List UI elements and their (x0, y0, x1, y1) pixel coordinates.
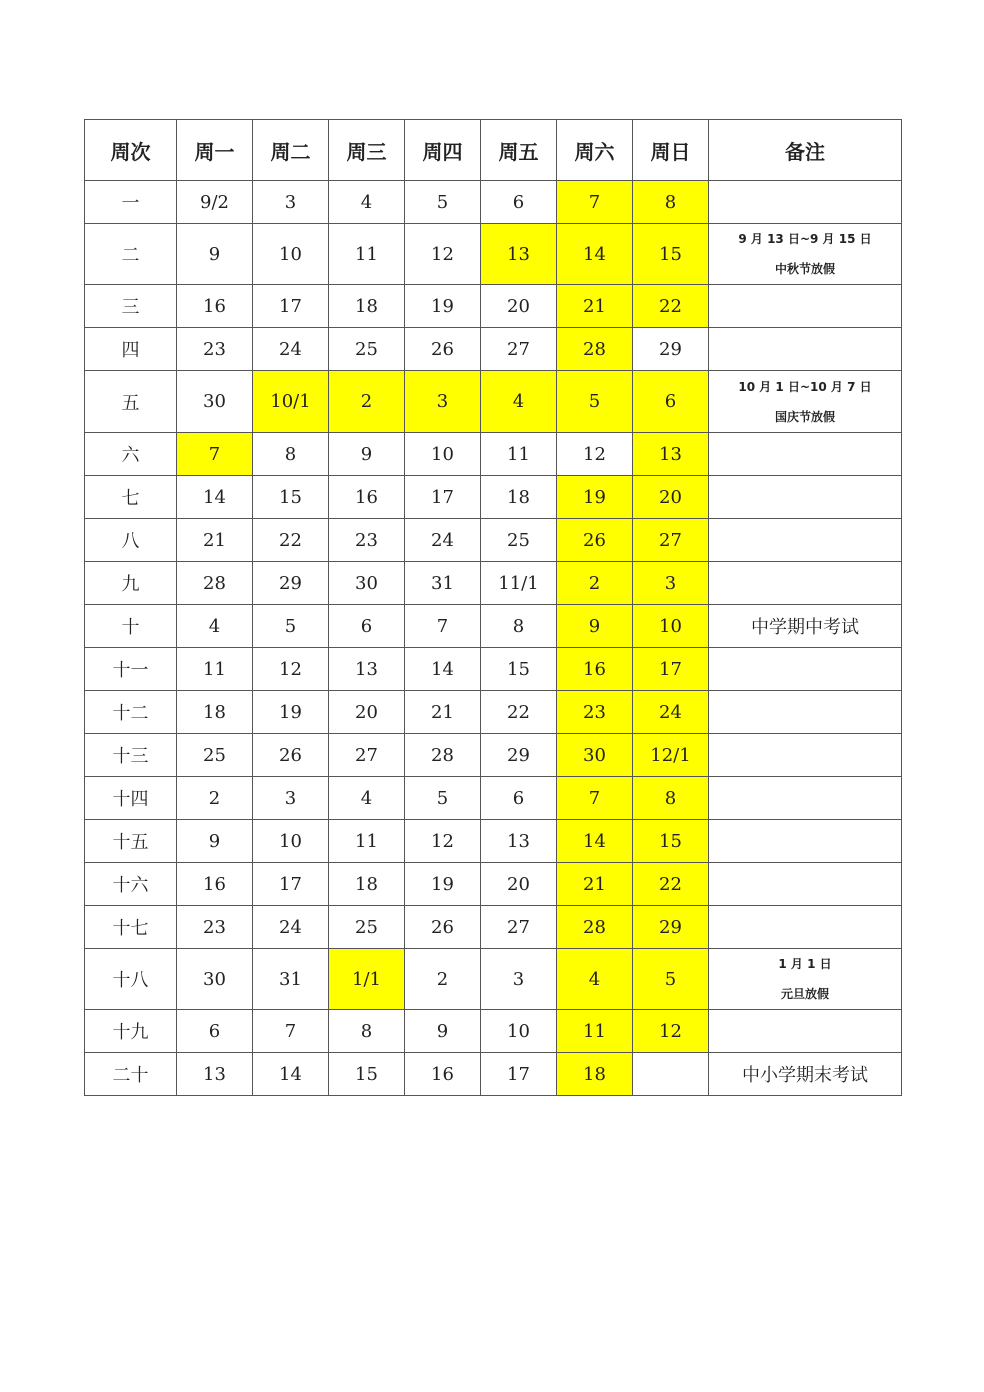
day-cell: 31 (253, 949, 329, 1010)
day-cell: 7 (405, 605, 481, 648)
day-cell: 28 (557, 906, 633, 949)
day-cell: 9 (329, 433, 405, 476)
day-cell: 17 (253, 863, 329, 906)
day-cell: 26 (405, 906, 481, 949)
day-cell: 19 (557, 476, 633, 519)
day-cell: 6 (177, 1010, 253, 1053)
day-cell: 20 (481, 863, 557, 906)
day-cell: 7 (177, 433, 253, 476)
day-cell: 11/1 (481, 562, 557, 605)
note-cell (709, 777, 902, 820)
day-cell: 10 (253, 224, 329, 285)
table-row (85, 949, 902, 1010)
day-cell: 13 (329, 648, 405, 691)
day-cell: 15 (481, 648, 557, 691)
week-label: 八 (85, 519, 177, 562)
day-cell: 5 (633, 949, 709, 1010)
note-cell (709, 519, 902, 562)
day-cell: 11 (329, 224, 405, 285)
day-cell: 3 (481, 949, 557, 1010)
day-cell: 21 (405, 691, 481, 734)
week-label: 十四 (85, 777, 177, 820)
day-cell: 6 (633, 371, 709, 433)
day-cell: 8 (253, 433, 329, 476)
day-cell: 28 (177, 562, 253, 605)
day-cell: 6 (481, 181, 557, 224)
header-notes: 备注 (709, 120, 902, 181)
note-cell (709, 181, 902, 224)
day-cell: 7 (557, 777, 633, 820)
day-cell: 4 (481, 371, 557, 433)
day-cell: 27 (633, 519, 709, 562)
table-row (85, 820, 902, 863)
note-cell (709, 371, 902, 433)
week-label: 二 (85, 224, 177, 285)
note-cell (709, 562, 902, 605)
table-row (85, 562, 902, 605)
day-cell: 16 (177, 863, 253, 906)
day-cell: 8 (481, 605, 557, 648)
day-cell (633, 1053, 709, 1096)
day-cell: 4 (329, 777, 405, 820)
day-cell: 14 (177, 476, 253, 519)
day-cell: 26 (557, 519, 633, 562)
day-cell: 22 (633, 285, 709, 328)
day-cell: 13 (177, 1053, 253, 1096)
day-cell: 16 (177, 285, 253, 328)
day-cell: 14 (557, 224, 633, 285)
day-cell: 16 (557, 648, 633, 691)
day-cell: 2 (405, 949, 481, 1010)
day-cell: 14 (557, 820, 633, 863)
note-line: 元旦放假 (780, 987, 829, 1001)
table-row (85, 691, 902, 734)
day-cell: 12 (633, 1010, 709, 1053)
day-cell: 6 (481, 777, 557, 820)
day-cell: 6 (329, 605, 405, 648)
day-cell: 17 (405, 476, 481, 519)
day-cell: 18 (329, 863, 405, 906)
week-label: 二十 (85, 1053, 177, 1096)
day-cell: 23 (177, 328, 253, 371)
day-cell: 11 (557, 1010, 633, 1053)
day-cell: 16 (329, 476, 405, 519)
day-cell: 10 (405, 433, 481, 476)
day-cell: 14 (405, 648, 481, 691)
header-sun: 周日 (633, 120, 709, 181)
day-cell: 24 (633, 691, 709, 734)
day-cell: 5 (253, 605, 329, 648)
day-cell: 13 (633, 433, 709, 476)
day-cell: 15 (253, 476, 329, 519)
day-cell: 25 (329, 328, 405, 371)
day-cell: 15 (633, 224, 709, 285)
note-line: 中秋节放假 (774, 262, 835, 276)
note-line: 10 月 1 日~10 月 7 日 (738, 379, 872, 394)
table-row (85, 906, 902, 949)
day-cell: 13 (481, 820, 557, 863)
day-cell: 30 (177, 371, 253, 433)
day-cell: 13 (481, 224, 557, 285)
day-cell: 9/2 (177, 181, 253, 224)
note-cell (709, 691, 902, 734)
day-cell: 3 (633, 562, 709, 605)
week-label: 十六 (85, 863, 177, 906)
day-cell: 4 (329, 181, 405, 224)
day-cell: 5 (557, 371, 633, 433)
note-cell (709, 906, 902, 949)
day-cell: 5 (405, 181, 481, 224)
header-mon: 周一 (177, 120, 253, 181)
note-cell: 中学期中考试 (709, 605, 902, 648)
note-line: 9 月 13 日~9 月 15 日 (738, 232, 872, 246)
day-cell: 5 (405, 777, 481, 820)
table-row (85, 285, 902, 328)
day-cell: 3 (253, 181, 329, 224)
day-cell: 7 (557, 181, 633, 224)
day-cell: 23 (177, 906, 253, 949)
day-cell: 10/1 (253, 371, 329, 433)
day-cell: 24 (253, 328, 329, 371)
day-cell: 8 (633, 777, 709, 820)
day-cell: 22 (481, 691, 557, 734)
table-row (85, 734, 902, 777)
note-cell (709, 224, 902, 285)
day-cell: 26 (253, 734, 329, 777)
day-cell: 23 (329, 519, 405, 562)
day-cell: 25 (177, 734, 253, 777)
day-cell: 2 (177, 777, 253, 820)
note-cell (709, 433, 902, 476)
day-cell: 16 (405, 1053, 481, 1096)
day-cell: 27 (329, 734, 405, 777)
day-cell: 19 (405, 285, 481, 328)
table-row (85, 1053, 902, 1096)
week-label: 十七 (85, 906, 177, 949)
day-cell: 9 (557, 605, 633, 648)
day-cell: 23 (557, 691, 633, 734)
table-row (85, 181, 902, 224)
header-row (85, 120, 902, 181)
day-cell: 25 (481, 519, 557, 562)
calendar-body (85, 181, 902, 1096)
note-line: 1 月 1 日 (778, 957, 832, 971)
day-cell: 22 (253, 519, 329, 562)
day-cell: 2 (557, 562, 633, 605)
day-cell: 29 (481, 734, 557, 777)
table-row (85, 433, 902, 476)
table-row (85, 1010, 902, 1053)
table-row (85, 519, 902, 562)
week-label: 十一 (85, 648, 177, 691)
week-label: 十八 (85, 949, 177, 1010)
note-line: 国庆节放假 (774, 409, 835, 424)
day-cell: 9 (177, 224, 253, 285)
note-cell (709, 1010, 902, 1053)
table-row (85, 863, 902, 906)
day-cell: 4 (177, 605, 253, 648)
day-cell: 21 (557, 285, 633, 328)
table-row (85, 224, 902, 285)
day-cell: 27 (481, 906, 557, 949)
table-row (85, 777, 902, 820)
week-label: 三 (85, 285, 177, 328)
day-cell: 9 (177, 820, 253, 863)
day-cell: 29 (253, 562, 329, 605)
week-label: 十二 (85, 691, 177, 734)
day-cell: 4 (557, 949, 633, 1010)
day-cell: 12 (253, 648, 329, 691)
week-label: 六 (85, 433, 177, 476)
note-cell (709, 328, 902, 371)
header-sat: 周六 (557, 120, 633, 181)
week-label: 七 (85, 476, 177, 519)
day-cell: 18 (177, 691, 253, 734)
week-label: 十五 (85, 820, 177, 863)
day-cell: 12 (557, 433, 633, 476)
day-cell: 30 (177, 949, 253, 1010)
day-cell: 14 (253, 1053, 329, 1096)
day-cell: 15 (329, 1053, 405, 1096)
week-label: 四 (85, 328, 177, 371)
day-cell: 1/1 (329, 949, 405, 1010)
day-cell: 10 (633, 605, 709, 648)
note-cell (709, 285, 902, 328)
day-cell: 11 (177, 648, 253, 691)
header-fri: 周五 (481, 120, 557, 181)
day-cell: 20 (633, 476, 709, 519)
school-calendar-table (84, 119, 902, 1096)
day-cell: 20 (329, 691, 405, 734)
day-cell: 24 (405, 519, 481, 562)
note-cell (709, 820, 902, 863)
day-cell: 11 (481, 433, 557, 476)
day-cell: 18 (557, 1053, 633, 1096)
day-cell: 17 (633, 648, 709, 691)
week-label: 十九 (85, 1010, 177, 1053)
day-cell: 21 (557, 863, 633, 906)
day-cell: 30 (557, 734, 633, 777)
day-cell: 9 (405, 1010, 481, 1053)
day-cell: 22 (633, 863, 709, 906)
day-cell: 26 (405, 328, 481, 371)
note-cell (709, 949, 902, 1010)
day-cell: 7 (253, 1010, 329, 1053)
table-row (85, 328, 902, 371)
week-label: 五 (85, 371, 177, 433)
day-cell: 18 (481, 476, 557, 519)
note-cell (709, 648, 902, 691)
note-cell: 中小学期末考试 (709, 1053, 902, 1096)
week-label: 一 (85, 181, 177, 224)
note-cell (709, 863, 902, 906)
day-cell: 29 (633, 328, 709, 371)
day-cell: 20 (481, 285, 557, 328)
day-cell: 12/1 (633, 734, 709, 777)
note-cell (709, 734, 902, 777)
day-cell: 10 (481, 1010, 557, 1053)
week-label: 九 (85, 562, 177, 605)
table-row (85, 605, 902, 648)
day-cell: 24 (253, 906, 329, 949)
day-cell: 12 (405, 820, 481, 863)
table-row (85, 476, 902, 519)
week-label: 十 (85, 605, 177, 648)
day-cell: 8 (633, 181, 709, 224)
day-cell: 3 (253, 777, 329, 820)
day-cell: 2 (329, 371, 405, 433)
day-cell: 3 (405, 371, 481, 433)
table-row (85, 371, 902, 433)
day-cell: 10 (253, 820, 329, 863)
day-cell: 19 (405, 863, 481, 906)
day-cell: 18 (329, 285, 405, 328)
day-cell: 28 (557, 328, 633, 371)
day-cell: 12 (405, 224, 481, 285)
day-cell: 29 (633, 906, 709, 949)
day-cell: 25 (329, 906, 405, 949)
week-label: 十三 (85, 734, 177, 777)
table-row (85, 648, 902, 691)
day-cell: 15 (633, 820, 709, 863)
day-cell: 19 (253, 691, 329, 734)
header-week: 周次 (85, 120, 177, 181)
day-cell: 31 (405, 562, 481, 605)
day-cell: 28 (405, 734, 481, 777)
header-thu: 周四 (405, 120, 481, 181)
day-cell: 30 (329, 562, 405, 605)
note-cell (709, 476, 902, 519)
day-cell: 27 (481, 328, 557, 371)
header-wed: 周三 (329, 120, 405, 181)
header-tue: 周二 (253, 120, 329, 181)
day-cell: 17 (481, 1053, 557, 1096)
day-cell: 21 (177, 519, 253, 562)
day-cell: 8 (329, 1010, 405, 1053)
day-cell: 17 (253, 285, 329, 328)
day-cell: 11 (329, 820, 405, 863)
